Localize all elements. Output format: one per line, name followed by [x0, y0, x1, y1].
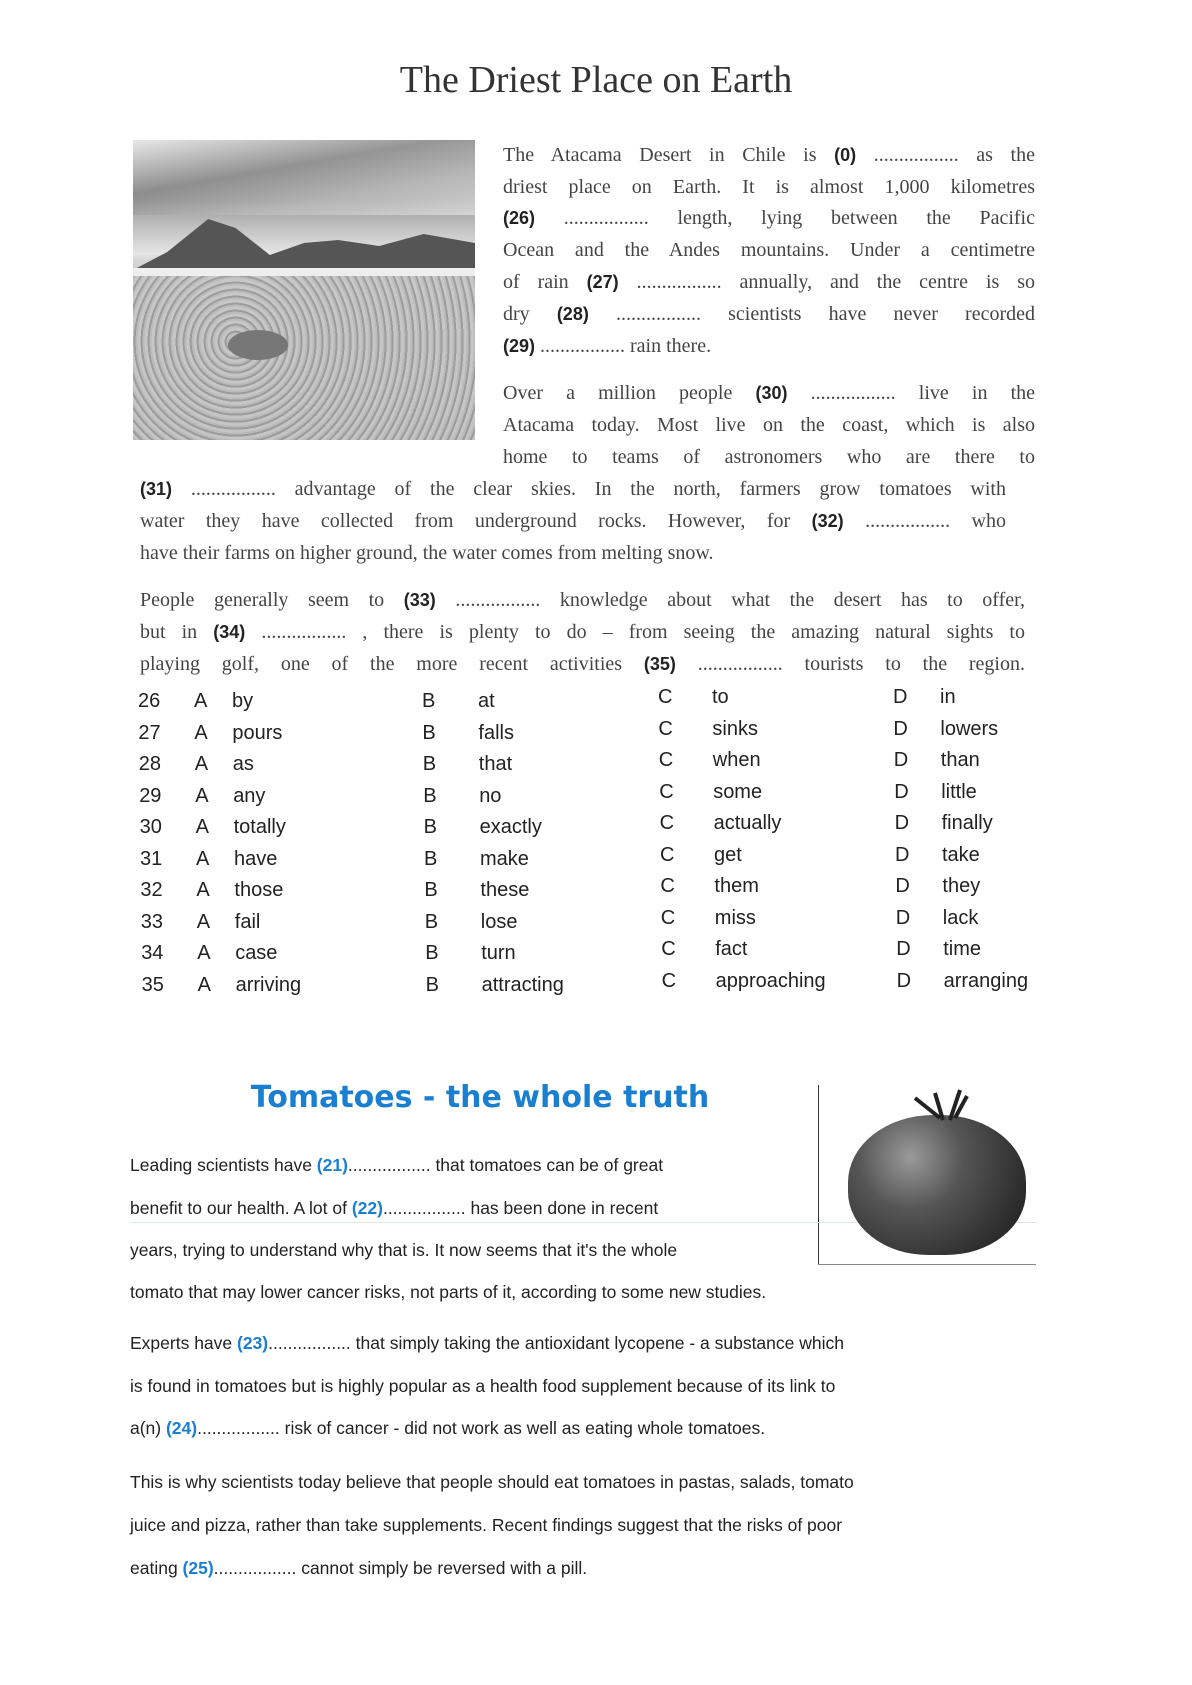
- option-d: they: [942, 875, 981, 897]
- option-d: in: [940, 686, 956, 708]
- option-letter: B: [424, 879, 438, 901]
- option-d: lowers: [940, 717, 999, 740]
- text-segment: ................. length, lying between the Pacific: [535, 207, 1035, 229]
- option-b: these: [480, 879, 530, 901]
- option-a: pours: [232, 721, 283, 744]
- option-letter: A: [196, 879, 210, 901]
- option-letter: C: [660, 906, 676, 929]
- text-segment: of rain: [503, 271, 587, 293]
- text-line: [130, 1329, 844, 1357]
- gap-number: (33): [403, 590, 436, 610]
- option-a: by: [232, 690, 254, 712]
- text-segment: playing golf, one of the more recent activities: [140, 653, 644, 675]
- option-b: turn: [481, 942, 516, 964]
- option-c: to: [712, 686, 729, 708]
- gap-number: (35): [643, 654, 676, 674]
- text-segment: is found in tomatoes but is highly popular as a health food supplement because of its link to: [130, 1376, 836, 1396]
- option-letter: B: [424, 910, 439, 933]
- question-number: 28: [138, 753, 162, 775]
- question-number: 31: [140, 847, 163, 870]
- text-segment: Ocean and the Andes mountains. Under a centimetre: [503, 239, 1035, 261]
- gap-number: (24): [165, 1418, 198, 1438]
- question-number: 29: [139, 784, 162, 807]
- text-segment: ................. knowledge about what the desert has to offer,: [435, 589, 1025, 611]
- option-letter: D: [895, 906, 911, 929]
- text-segment: ................. risk of cancer - did not work as well as eating whole tomatoes.: [197, 1418, 766, 1438]
- text-segment: tomato that may lower cancer risks, not parts of it, according to some new studies.: [130, 1282, 767, 1302]
- option-letter: A: [196, 910, 211, 933]
- option-b: attracting: [481, 973, 564, 996]
- gap-number: (0): [834, 145, 857, 165]
- text-line: [503, 299, 1035, 329]
- option-a: fail: [234, 910, 261, 933]
- tomato-stem-image: [905, 1088, 975, 1126]
- option-letter: A: [196, 847, 210, 870]
- text-line: [130, 1554, 587, 1582]
- gap-number: (30): [755, 383, 788, 403]
- option-letter: B: [422, 690, 436, 712]
- option-letter: D: [896, 938, 911, 960]
- gap-number: (25): [182, 1558, 214, 1578]
- gap-number: (31): [140, 479, 173, 499]
- option-letter: D: [893, 749, 909, 771]
- option-letter: B: [423, 784, 437, 807]
- option-letter: C: [661, 938, 676, 960]
- option-letter: D: [895, 875, 910, 897]
- option-a: have: [234, 847, 278, 870]
- divider: [818, 1085, 819, 1265]
- option-letter: D: [893, 686, 908, 708]
- text-segment: driest place on Earth. It is almost 1,000 kilometres: [503, 176, 1035, 198]
- option-d: arranging: [943, 969, 1029, 992]
- option-letter: B: [424, 847, 438, 870]
- text-line: [503, 235, 1035, 265]
- desert-photo: [133, 140, 475, 440]
- desert-title: The Driest Place on Earth: [399, 59, 793, 101]
- option-c: sinks: [712, 717, 758, 740]
- option-c: when: [712, 749, 761, 771]
- gap-number: (34): [213, 622, 246, 642]
- option-b: no: [479, 784, 502, 807]
- option-letter: B: [423, 816, 437, 838]
- option-a: totally: [233, 816, 286, 838]
- option-letter: B: [425, 973, 439, 996]
- text-line: [130, 1468, 854, 1496]
- text-segment: ................. , there is plenty to do – from seeing the amazing natural sights to: [245, 621, 1025, 643]
- option-b: falls: [478, 721, 514, 744]
- option-letter: C: [660, 843, 675, 866]
- option-c: actually: [713, 812, 782, 834]
- text-segment: eating: [130, 1558, 183, 1578]
- gap-number: (21): [316, 1155, 348, 1175]
- option-a: any: [233, 784, 266, 807]
- question-number: 26: [138, 690, 161, 712]
- option-b: lose: [480, 910, 518, 933]
- option-letter: A: [194, 753, 209, 775]
- tomato-image: [848, 1115, 1026, 1255]
- text-segment: The Atacama Desert in Chile is: [503, 144, 835, 166]
- question-number: 33: [140, 910, 164, 933]
- option-letter: C: [659, 812, 675, 834]
- gap-number: (32): [811, 511, 844, 531]
- text-segment: This is why scientists today believe that people should eat tomatoes in pastas, salads, tomato: [130, 1472, 854, 1492]
- option-b: that: [478, 753, 513, 775]
- option-letter: C: [660, 875, 675, 897]
- text-line: [503, 442, 1035, 472]
- text-segment: water they have collected from underground rocks. However, for: [140, 510, 812, 532]
- text-line: [140, 585, 1025, 615]
- text-segment: Experts have: [130, 1333, 237, 1353]
- option-c: approaching: [715, 969, 826, 992]
- text-segment: ................. live in the: [787, 382, 1036, 404]
- divider: [818, 1264, 1036, 1265]
- text-segment: juice and pizza, rather than take supplements. Recent findings suggest that the risks of poor: [130, 1515, 843, 1535]
- option-d: than: [940, 749, 980, 771]
- gap-number: (26): [503, 208, 536, 228]
- text-segment: but in: [140, 621, 214, 643]
- text-line: [130, 1511, 842, 1539]
- text-segment: ................. rain there.: [535, 335, 712, 357]
- text-line: [503, 378, 1035, 408]
- option-letter: A: [195, 784, 209, 807]
- option-d: finally: [941, 812, 993, 834]
- option-letter: D: [895, 843, 910, 866]
- option-letter: C: [659, 780, 674, 803]
- text-line: [503, 267, 1035, 297]
- text-line: [130, 1278, 766, 1306]
- text-line: [503, 331, 711, 361]
- text-segment: Leading scientists have: [130, 1155, 317, 1175]
- option-letter: A: [197, 942, 211, 964]
- option-b: make: [480, 847, 529, 870]
- text-segment: ................. annually, and the centre is so: [618, 271, 1035, 293]
- text-line: [140, 617, 1025, 647]
- gap-number: (29): [503, 336, 536, 356]
- text-line: [503, 172, 1035, 202]
- text-segment: ................. who: [843, 510, 1006, 532]
- text-line: [130, 1236, 677, 1264]
- gap-number: (22): [351, 1198, 383, 1218]
- option-a: case: [235, 942, 278, 964]
- text-line: [140, 474, 1006, 504]
- text-segment: ................. cannot simply be reversed with a pill.: [213, 1558, 588, 1578]
- option-letter: D: [896, 969, 912, 992]
- text-segment: dry: [503, 303, 557, 325]
- text-line: [140, 506, 1006, 536]
- option-letter: B: [422, 721, 436, 744]
- option-letter: D: [894, 812, 910, 834]
- text-line: [130, 1414, 765, 1442]
- text-segment: have their farms on higher ground, the water comes from melting snow.: [140, 542, 714, 564]
- gap-number: (28): [556, 304, 589, 324]
- option-letter: B: [422, 753, 437, 775]
- question-number: 27: [138, 721, 161, 744]
- option-letter: C: [658, 717, 673, 740]
- question-number: 32: [140, 879, 163, 901]
- option-letter: C: [661, 969, 677, 992]
- text-line: [130, 1194, 658, 1222]
- option-letter: C: [658, 749, 674, 771]
- option-letter: A: [197, 973, 211, 996]
- text-segment: ................. tourists to the region.: [675, 653, 1025, 675]
- text-segment: Atacama today. Most live on the coast, which is also: [503, 414, 1035, 436]
- option-d: take: [942, 843, 980, 866]
- option-c: them: [714, 875, 759, 897]
- text-segment: ................. advantage of the clear skies. In the north, farmers grow tomatoes with: [172, 478, 1006, 500]
- option-a: arriving: [235, 973, 302, 996]
- text-line: [130, 1151, 663, 1179]
- tomatoes-title: Tomatoes - the whole truth: [250, 1080, 710, 1115]
- option-letter: A: [195, 816, 209, 838]
- text-line: [140, 649, 1025, 679]
- option-c: fact: [715, 938, 748, 960]
- option-letter: B: [425, 942, 439, 964]
- text-line: [503, 140, 1035, 170]
- option-d: time: [943, 938, 981, 960]
- option-d: little: [941, 780, 977, 803]
- text-segment: a(n): [130, 1418, 166, 1438]
- text-segment: People generally seem to: [140, 589, 404, 611]
- option-b: exactly: [479, 816, 542, 838]
- text-segment: ................. as the: [856, 144, 1035, 166]
- gap-number: (27): [586, 272, 619, 292]
- option-c: get: [714, 843, 742, 866]
- text-line: [130, 1372, 835, 1400]
- option-a: those: [234, 879, 284, 901]
- text-line: [503, 410, 1035, 440]
- option-d: lack: [942, 906, 979, 929]
- text-segment: benefit to our health. A lot of: [130, 1198, 352, 1218]
- text-segment: ................. that tomatoes can be of great: [347, 1155, 664, 1175]
- option-b: at: [478, 690, 495, 712]
- option-c: some: [713, 780, 763, 803]
- text-line: [503, 203, 1035, 233]
- text-segment: ................. scientists have never recorded: [588, 303, 1035, 325]
- text-segment: ................. has been done in recent: [382, 1198, 659, 1218]
- option-letter: C: [658, 686, 673, 708]
- text-segment: home to teams of astronomers who are there to: [503, 446, 1035, 468]
- option-c: miss: [714, 906, 756, 929]
- question-number: 35: [141, 973, 164, 996]
- text-segment: Over a million people: [503, 382, 756, 404]
- question-number: 30: [139, 816, 162, 838]
- text-segment: ................. that simply taking the antioxidant lycopene - a substance which: [268, 1333, 844, 1353]
- text-segment: years, trying to understand why that is. It now seems that it's the whole: [130, 1240, 678, 1260]
- option-letter: D: [893, 717, 908, 740]
- question-number: 34: [141, 942, 164, 964]
- option-letter: D: [894, 780, 909, 803]
- gap-number: (23): [237, 1333, 269, 1353]
- option-letter: A: [194, 690, 208, 712]
- option-letter: A: [194, 721, 208, 744]
- option-a: as: [232, 753, 254, 775]
- text-line: [140, 538, 714, 568]
